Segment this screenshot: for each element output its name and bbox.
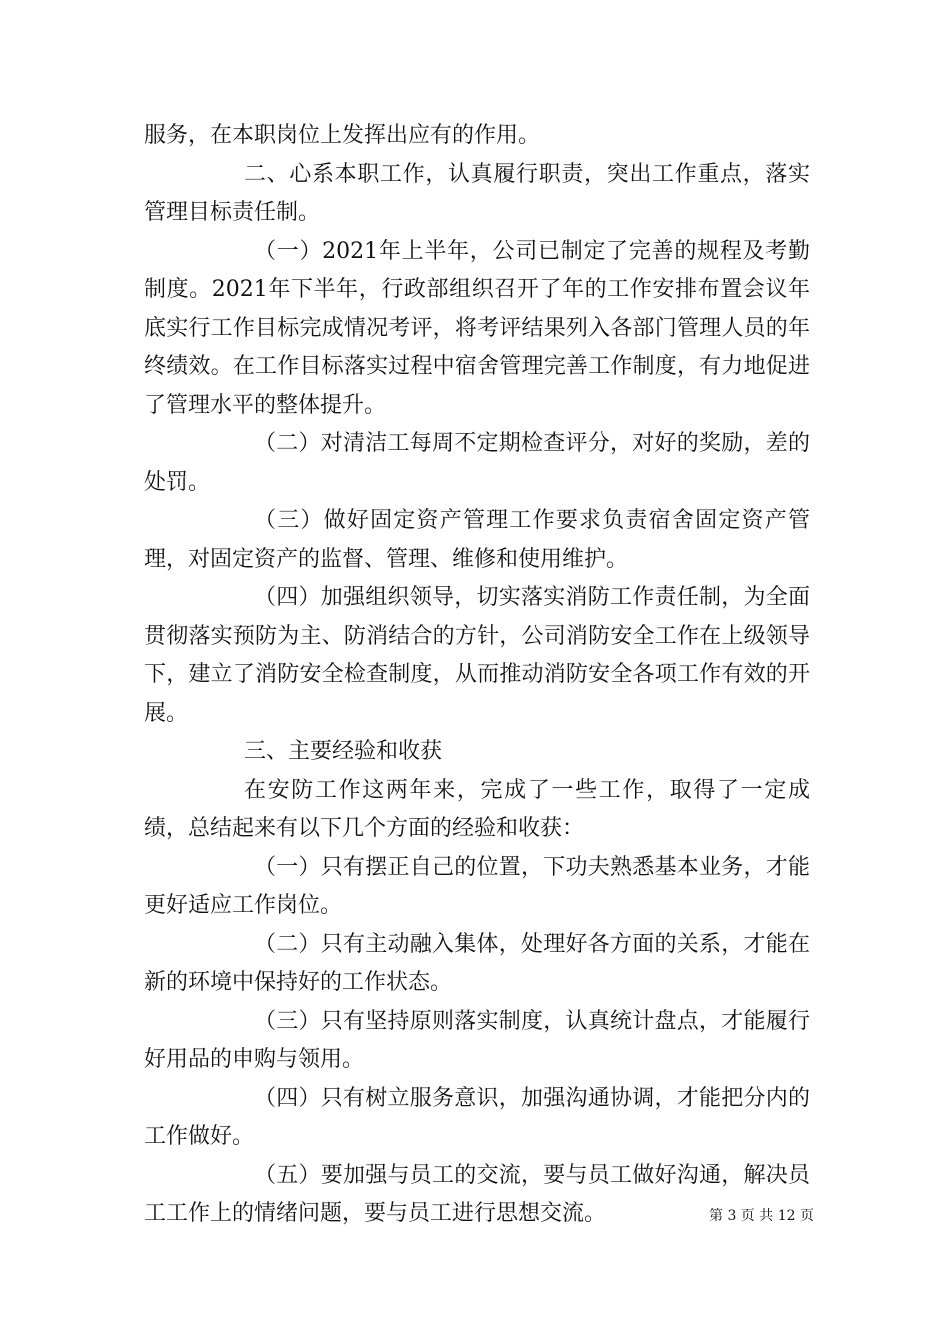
paragraph-continuation: 服务，在本职岗位上发挥出应有的作用。 <box>144 123 541 148</box>
section-heading-two: 二、心系本职工作，认真履行职责，突出工作重点，落实管理目标责任制。 <box>144 161 810 225</box>
paragraph-item-2: （二）对清洁工每周不定期检查评分，对好的奖励，差的处罚。 <box>144 431 810 495</box>
experience-item-2: （二）只有主动融入集体，处理好各方面的关系，才能在新的环境中保持好的工作状态。 <box>144 931 810 995</box>
experience-item-3: （三）只有坚持原则落实制度，认真统计盘点，才能履行好用品的申购与领用。 <box>144 1008 810 1072</box>
section-heading-three: 三、主要经验和收获 <box>244 739 443 764</box>
paragraph-summary-intro: 在安防工作这两年来，完成了一些工作，取得了一定成绩，总结起来有以下几个方面的经验和收获： <box>144 777 810 841</box>
paragraph-item-3: （三）做好固定资产管理工作要求负责宿舍固定资产管理，对固定资产的监督、管理、维修和使用维护。 <box>144 508 810 572</box>
paragraph-item-4: （四）加强组织领导，切实落实消防工作责任制，为全面贯彻落实预防为主、防消结合的方针，公司消防安全工作在上级领导下，建立了消防安全检查制度，从而推动消防安全各项工作有效的开展。 <box>144 585 810 726</box>
paragraph-item-1: （一）2021年上半年，公司已制定了完善的规程及考勤制度。2021年下半年，行政部组织召开了年的工作安排布置会议年底实行工作目标完成情况考评，将考评结果列入各部门管理人员的年终绩效。在工作目标落实过程中宿舍管理完善工作制度，有力地促进了管理水平的整体提升。 <box>144 238 810 418</box>
page-number: 第 3 页 共 12 页 <box>709 1208 814 1224</box>
document-body <box>144 117 810 1234</box>
experience-item-1: （一）只有摆正自己的位置，下功夫熟悉基本业务，才能更好适应工作岗位。 <box>144 854 810 918</box>
experience-item-4: （四）只有树立服务意识，加强沟通协调，才能把分内的工作做好。 <box>144 1085 810 1149</box>
experience-item-5: （五）要加强与员工的交流，要与员工做好沟通，解决员工工作上的情绪问题，要与员工进行思想交流。 <box>144 1162 810 1226</box>
